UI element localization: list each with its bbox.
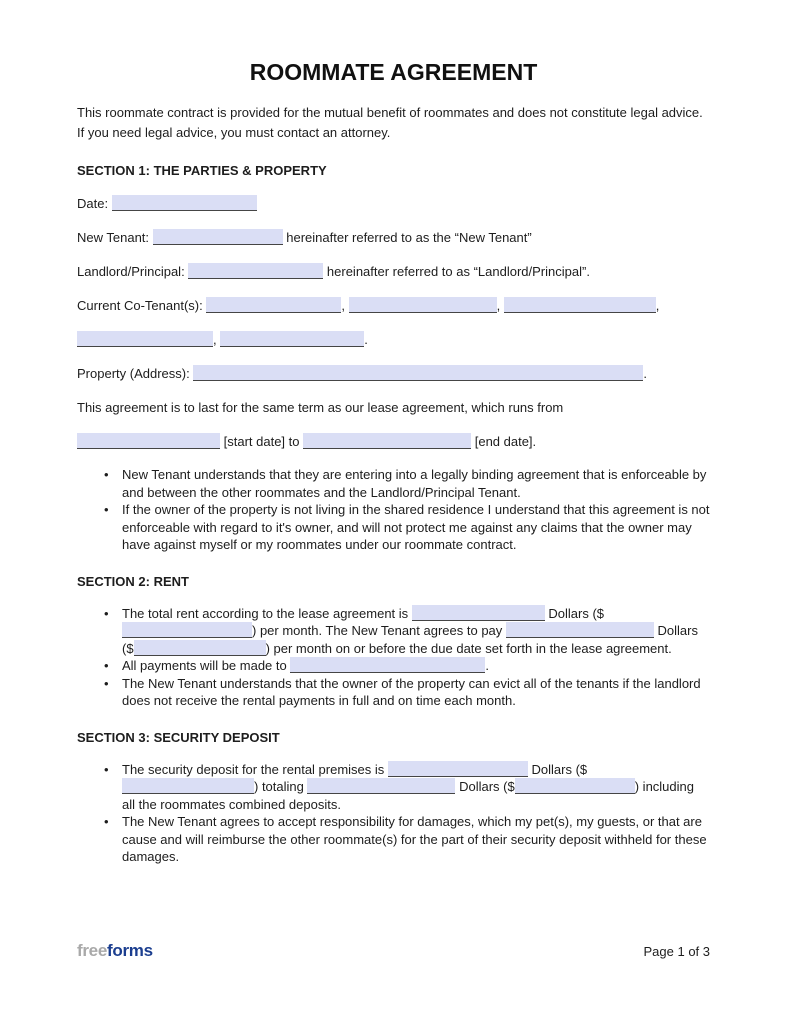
bullet-icon: • xyxy=(104,467,109,482)
bullet-text: The New Tenant agrees to accept responsibility for damages, which my pet(s), my guests, or that are cause and will reimburse the other roommate(s) for the part of their security deposit withheld for these damages. xyxy=(122,814,707,864)
deposit-total-words-field[interactable] xyxy=(307,778,455,794)
property-address-line xyxy=(77,364,710,384)
text-segment: . xyxy=(485,658,489,673)
section-3-bullets xyxy=(77,761,710,866)
page-footer xyxy=(77,941,710,962)
date-field[interactable] xyxy=(112,195,257,211)
list-item xyxy=(77,813,710,866)
text-segment: hereinafter referred to as “Landlord/Principal”. xyxy=(323,264,590,279)
landlord-principal-field[interactable] xyxy=(188,263,323,279)
co-tenant-3-field[interactable] xyxy=(504,297,656,313)
bullet-text xyxy=(122,657,710,675)
lease-term-paragraph: This agreement is to last for the same term as our lease agreement, which runs from xyxy=(77,400,564,415)
section-1-bullets xyxy=(77,466,710,554)
text-segment: Dollars ($ xyxy=(455,779,515,794)
text-segment: Dollars ($ xyxy=(544,605,605,621)
bullet-text xyxy=(122,605,710,658)
security-deposit-words-field[interactable] xyxy=(388,761,528,777)
tenant-rent-words-field[interactable] xyxy=(506,622,654,638)
bullet-text: The New Tenant understands that the owner of the property can evict all of the tenants if the landlord does not receive the rental payments in full and on time each month. xyxy=(122,675,701,708)
text-segment: Current Co-Tenant(s): xyxy=(77,298,207,313)
freeforms-logo xyxy=(77,941,153,961)
text-segment: Date: xyxy=(77,196,112,211)
list-item xyxy=(77,761,710,814)
intro-paragraph: This roommate contract is provided for the mutual benefit of roommates and does not constitute legal advice. If you need legal advice, you must contact an attorney. xyxy=(77,105,703,140)
payments-made-to-field[interactable] xyxy=(290,657,485,673)
bullet-icon: • xyxy=(104,814,109,829)
cotenants-line-1 xyxy=(77,296,710,316)
section-security-deposit xyxy=(77,728,710,866)
section-parties-property xyxy=(77,161,710,554)
bullet-icon: • xyxy=(104,675,109,691)
text-segment: [start date] to xyxy=(220,434,304,449)
security-deposit-amount-field[interactable] xyxy=(122,778,254,794)
property-address-field[interactable] xyxy=(193,365,643,381)
co-tenant-5-field[interactable] xyxy=(220,331,364,347)
section-1-heading: SECTION 1: THE PARTIES & PROPERTY xyxy=(77,163,327,178)
list-item xyxy=(77,675,710,710)
text-segment: hereinafter referred to as the “New Tenant” xyxy=(282,230,532,245)
text-segment: The total rent according to the lease agreement is xyxy=(122,605,412,621)
total-rent-words-field[interactable] xyxy=(412,605,545,621)
text-segment: . xyxy=(364,332,368,347)
text-segment: Dollars ($ xyxy=(527,761,588,777)
bullet-icon: • xyxy=(104,502,109,517)
text-segment: , xyxy=(341,298,349,313)
text-segment: ) per month. The New Tenant agrees to pay xyxy=(252,623,506,638)
lease-dates-line xyxy=(77,432,710,452)
bullet-icon: • xyxy=(104,761,109,777)
date-line xyxy=(77,194,710,214)
text-segment: , xyxy=(655,298,660,313)
section-3-heading: SECTION 3: SECURITY DEPOSIT xyxy=(77,729,280,745)
text-segment: ) per month on or before the due date set forth in the lease agreement. xyxy=(265,640,672,656)
bullet-icon: • xyxy=(104,658,109,673)
list-item xyxy=(77,466,710,501)
text-segment: ) totaling xyxy=(254,779,308,794)
text-segment: Dollars ($ xyxy=(122,623,698,656)
bullet-text: If the owner of the property is not living in the shared residence I understand that this agreement is not enforceable with regard to it's owner, and will not protect me against any claims that the owner may have against myself or my roommates under our roommate contract. xyxy=(122,502,710,552)
text-segment: Property (Address): xyxy=(77,366,194,381)
bullet-icon: • xyxy=(104,605,109,621)
text-segment: . xyxy=(643,366,647,381)
landlord-line xyxy=(77,262,710,282)
text-segment: All payments will be made to xyxy=(122,658,291,673)
section-2-heading: SECTION 2: RENT xyxy=(77,573,189,589)
text-segment: New Tenant: xyxy=(77,230,153,245)
list-item xyxy=(77,657,710,675)
page-title: ROOMMATE AGREEMENT xyxy=(249,59,538,85)
lease-end-date-field[interactable] xyxy=(303,433,471,449)
new-tenant-line xyxy=(77,228,710,248)
text-segment: , xyxy=(213,332,221,347)
total-rent-amount-field[interactable] xyxy=(122,622,252,638)
bullet-text xyxy=(122,761,710,814)
co-tenant-4-field[interactable] xyxy=(77,331,213,347)
logo-forms-text: forms xyxy=(107,941,153,960)
co-tenant-1-field[interactable] xyxy=(206,297,341,313)
tenant-rent-amount-field[interactable] xyxy=(134,640,266,656)
list-item xyxy=(77,501,710,554)
page-number-label: Page 1 of 3 xyxy=(643,944,710,959)
text-segment: , xyxy=(496,298,504,313)
cotenants-line-2 xyxy=(77,330,710,350)
text-segment: ) including all the roommates combined deposits. xyxy=(122,779,694,812)
co-tenant-2-field[interactable] xyxy=(349,297,497,313)
bullet-text: New Tenant understands that they are entering into a legally binding agreement that is enforceable by and between the other roommates and the Landlord/Principal Tenant. xyxy=(122,467,707,500)
section-2-bullets xyxy=(77,605,710,710)
section-rent xyxy=(77,572,710,710)
text-segment: [end date]. xyxy=(471,434,537,449)
text-segment: Landlord/Principal: xyxy=(77,264,189,279)
list-item xyxy=(77,605,710,658)
text-segment: The security deposit for the rental premises is xyxy=(122,761,388,777)
logo-free-text: free xyxy=(77,941,107,960)
deposit-total-amount-field[interactable] xyxy=(515,778,635,794)
lease-start-date-field[interactable] xyxy=(77,433,220,449)
new-tenant-field[interactable] xyxy=(153,229,283,245)
